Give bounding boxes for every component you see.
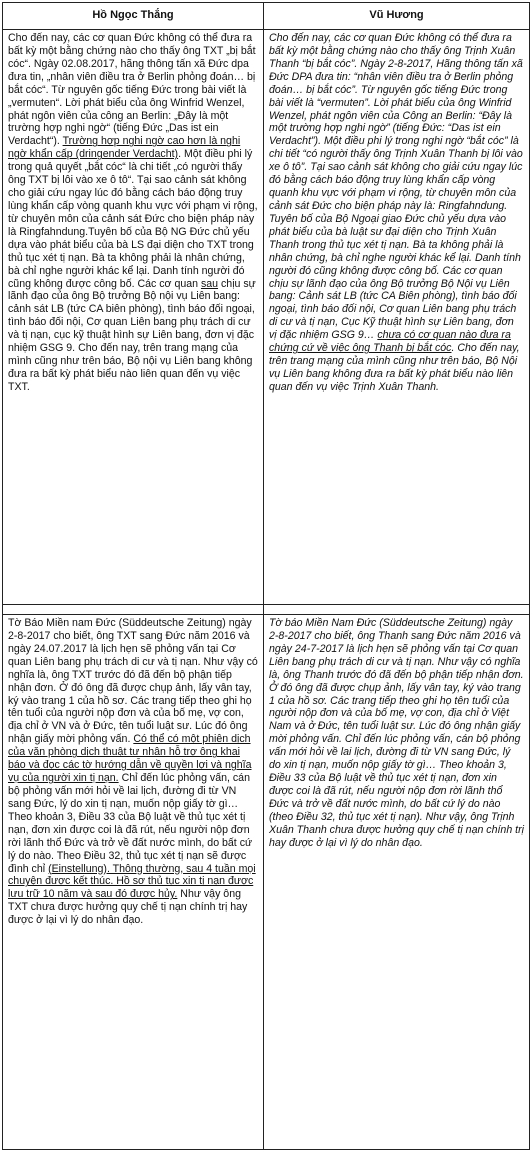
separator-left <box>3 605 264 615</box>
cell-text: chịu sự lãnh đạo của ông Bộ trưởng Bộ nội vụ Liên bang: cảnh sát LB (tức CA biên phòng), tình báo đối ngoại, tình báo đối nội, Cơ quan Liên bang phụ trách di cư và tị nạn, cục kỹ thuật hình sự Liên bang, đơn vị đặc nhiệm GSG 9. Cho đến nay, trên trang mạng của mình cũng như trên báo, Bộ nội vụ Liên bang không đưa ra bất kỳ phát biểu nào liên quan đến vụ việc TXT. <box>8 277 256 393</box>
cell-text: Tờ Báo Miền nam Đức (Süddeutsche Zeitung) ngày 2-8-2017 cho biết, ông TXT sang Đức năm 2016 và ngày 24.07.2017 là lịch hẹn sẽ phỏng vấn tại Cơ quan Liên bang phụ trách di cư và tị nạn. Như vậy có nghĩa là, ông TXT trước đó đã đến bộ phận tiếp nhận đơn. Ở đó ông đã được chụp ảnh, lấy vân tay, ký vào trang 1 của hồ sơ. Các trang tiếp theo ghi họ tên tuổi của người nộp đơn và của bố mẹ, vợ con, địa chỉ ở VN và ở Đức, tên tuổi luật sư. Lúc đó ông nhận giấy mời phỏng vấn. <box>8 617 258 746</box>
row-separator <box>3 605 530 615</box>
cell-text: Như vậy ông TXT chưa được hưởng quy chế tị nạn chính trị hay được ở lại vì lý do nhân đạo. <box>8 888 248 927</box>
header-left-author: Hồ Ngọc Thắng <box>3 3 264 30</box>
cell-text: Cho đến nay, các cơ quan Đức không có thể đưa ra bất kỳ một bằng chứng nào cho thấy ông TXT „bị bắt cóc“. Ngày 02.08.2017, hãng thông tấn xã Đức dpa đưa tin, „nhân viên điều tra ở Berlin phỏng đoán… bị bắt cóc“. Từ nguyên gốc tiếng Đức trong bài viết là „vermuten“. Lời phát biểu của ông Winfrid Wenzel, phát ngôn viên của công an Berlin: „Đây là một trường hợp nghi ngờ“ (tiếng Đức „Das ist ein Verdacht“). <box>8 32 256 148</box>
underlined-text: Có thể có một phiên dịch của văn phòng dịch thuật tư nhân hỗ trợ ông khai báo và đọc các tờ hướng dẫn về quyền lợi và nghĩa vụ của người xin tị nạn. <box>8 733 252 785</box>
row-1-right-cell <box>264 30 530 605</box>
underlined-text: chưa có cơ quan nào đưa ra chứng cứ về việc ông Thanh bị bắt cóc <box>269 329 511 355</box>
header-row <box>3 3 530 30</box>
cell-text: . Một điều phi lý trong quả quyết „bắt cóc“ là chi tiết „có người thấy ông TXT bị lôi vào xe ô tô“. Tại sao cảnh sát không cho giải cứu ngay lúc đó bằng cách báo động truy lùng khẩn cấp vòng quanh khu vực với phạm vi rộng, từ chuyên môn của cảnh sát Đức cho biện pháp này là Ringfahndung.Tuyên bố của Bộ NG Đức chủ yếu dựa vào phát biểu của bà LS đại diện cho TXT trong thủ tục xét tị nạn. Bà ta không phải là nhân chứng, bà chỉ nghe người khác kể lại. Danh tính người đó cũng không được công bố. Các cơ quan <box>8 148 258 290</box>
row-2-right-cell <box>264 615 530 1150</box>
table-row <box>3 615 530 1150</box>
table-row <box>3 30 530 605</box>
underlined-text: Trường hợp nghi ngờ cao hơn là nghi ngờ khẩn cấp (dringender Verdacht) <box>8 135 241 161</box>
underlined-text: (Einstellung). Thông thường, sau 4 tuần mọi chuyện được kết thúc. Hồ sơ thủ tục xin tị nạn được lưu trữ 10 năm và sau đó được hủy. <box>8 862 256 901</box>
cell-text: . Cho đến nay, trên trang mạng của mình cũng như trên báo, Bộ Nội vụ Liên bang không đưa ra bất kỳ phát biểu nào liên quan đến vụ việc Trịnh Xuân Thanh. <box>269 342 520 393</box>
row-1-left-cell <box>3 30 264 605</box>
header-right-author: Vũ Hương <box>264 3 530 30</box>
row-2-left-cell <box>3 615 264 1150</box>
underlined-text: sau <box>200 277 219 290</box>
cell-text: Chỉ đến lúc phỏng vấn, cán bộ phỏng vấn mới hỏi về lai lịch, đường đi từ VN sang Đức, lý do xin tị nạn, muốn nộp giấy tờ gì… Theo khoản 3, Điều 33 của Bộ luật về thủ tục xét tị nạn, đơn xin được coi là đã rút, nếu người nộp đơn rời lãnh thổ Đức và trở về đất nước mình, do bất cứ lý do nào. Theo Điều 32, thủ tục xét tị nạn sẽ được đình chỉ <box>8 772 253 875</box>
cell-text: Tờ báo Miền Nam Đức (Süddeutsche Zeitung) ngày 2-8-2017 cho biết, ông Thanh sang Đức năm 2016 và ngày 24-7-2017 là lịch hẹn sẽ phỏng vấn tại Cơ quan Liên bang phụ trách di cư và tị nạn. Như vậy có nghĩa là, ông Thanh trước đó đã đến bộ phận tiếp nhận đơn. Ở đó ông đã được chụp ảnh, lấy vân tay, ký vào trang 1 của hồ sơ. Các trang tiếp theo ghi họ tên tuổi của người nộp đơn và của bố mẹ, vợ con, địa chỉ ở Việt Nam và ở Đức, tên tuổi luật sư. Lúc đó ông nhận giấy mời phỏng vấn. Chỉ đến lúc phỏng vấn, cán bộ phỏng vấn mới hỏi về lai lịch, đường đi từ VN sang Đức, lý do xin tị nạn, muốn nộp giấy tờ gì… Theo khoản 3, Điều 33 của Bộ luật về thủ tục xét tị nạn, đơn xin được coi là đã rút, nếu người nộp đơn rời lãnh thổ Đức và trở về đất nước mình, do bất cứ lý do nào (theo Điều 32, thủ tục xét tị nạn). Như vậy, ông Trịnh Xuân Thanh chưa được hưởng quy chế tị nạn chính trị hay được ở lại vì lý do nhân đạo. <box>269 617 524 849</box>
cell-text: Cho đến nay, các cơ quan Đức không có thể đưa ra bất kỳ một bằng chứng nào cho thấy ông Trịnh Xuân Thanh “bị bắt cóc”. Ngày 2-8-2017, Hãng thông tấn xã Đức DPA đưa tin: “nhân viên điều tra ở Berlin phỏng đoán… bị bắt cóc”. Từ nguyên gốc tiếng Đức trong bài viết là “vermuten”. Lời phát biểu của ông Winfrid Wenzel, phát ngôn viên của Công an Berlin: “Đây là một trường hợp nghi ngờ” (tiếng Đức: “Das ist ein Verdacht”). Một điều phi lý trong nghi ngờ “bắt cóc” là chi tiết “có người thấy ông Trịnh Xuân Thanh bị lôi vào xe ô tô”. Tại sao cảnh sát không cho giải cứu ngay lúc đó bằng cách báo động truy lùng khẩn cấp vòng quanh khu vực với phạm vi rộng, từ chuyên môn của cảnh sát Đức cho biện pháp này là: Ringfahndung. Tuyên bố của Bộ Ngoại giao Đức chủ yếu dựa vào phát biểu của bà luật sư đại diện cho Trịnh Xuân Thanh trong thủ tục xét tị nạn. Bà ta không phải là nhân chứng, bà chỉ nghe người khác kể lại. Danh tính người đó cũng không được công bố. Các cơ quan chịu sự lãnh đạo của ông Bộ trưởng Bộ Nội vụ Liên bang: Cảnh sát LB (tức CA Biên phòng), tình báo đối ngoại, tình báo đối nội, Cơ quan Liên bang phụ trách di cư và tị nạn, Cục Kỹ thuật hình sự Liên bang, đơn vị đặc nhiệm GSG 9… <box>269 32 523 342</box>
comparison-table <box>2 2 530 1150</box>
separator-right <box>264 605 530 615</box>
